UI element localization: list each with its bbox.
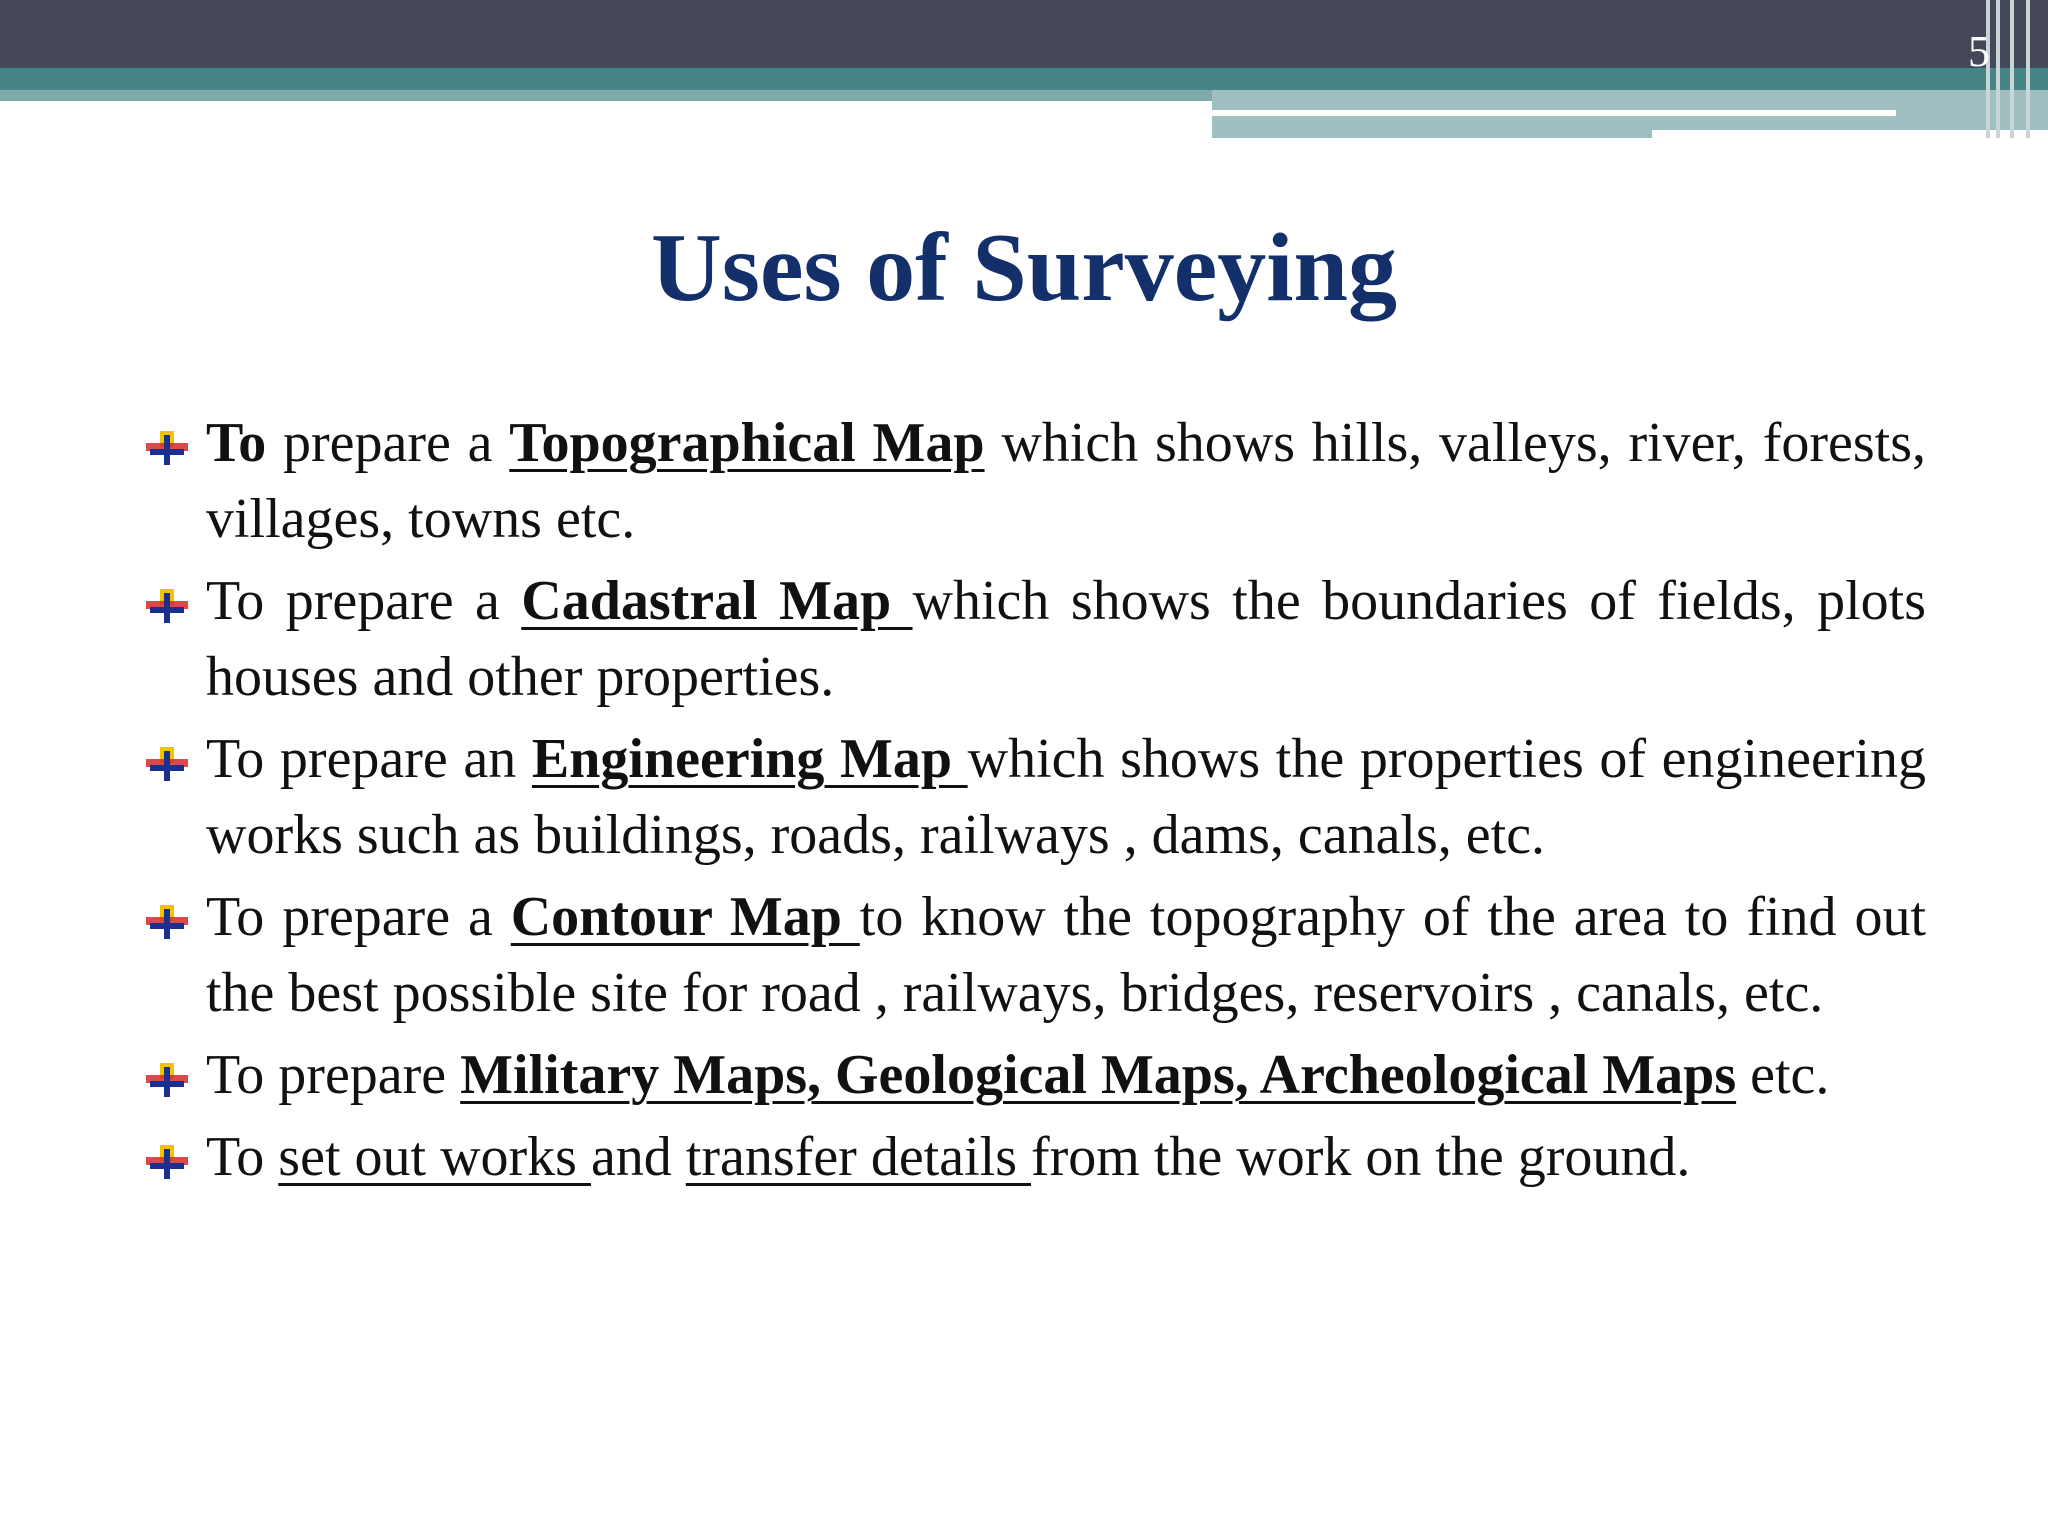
- slide-title: Uses of Surveying: [651, 214, 1397, 322]
- bullet-text: prepare a: [266, 412, 510, 474]
- list-item: [146, 1119, 1926, 1195]
- bullet-text: which shows the boundaries of fields, plots houses and other properties.: [206, 570, 1927, 708]
- bullet-text: from the work on the ground.: [1031, 1126, 1691, 1188]
- bullet-text: To prepare a: [206, 886, 511, 948]
- bullet-text: to know the topography of the area to find out the best possible site for road , railways, bridges, reservoirs , canals, etc.: [206, 886, 1927, 1024]
- header-vertical-bar: [1996, 0, 2000, 138]
- bullet-text: and: [590, 1126, 686, 1188]
- header-strip-line: [1212, 110, 1896, 116]
- bullet-list: [146, 405, 1926, 1201]
- bullet-text: To prepare: [206, 1044, 461, 1106]
- list-item: [146, 563, 1926, 715]
- bullet-marker-icon: [146, 1145, 188, 1179]
- page-number: 5: [1968, 27, 1990, 76]
- bullet-term: set out works: [278, 1126, 591, 1188]
- bullet-term: Cadastral Map: [521, 570, 913, 632]
- bullet-term: Military Maps, Geological Maps, Archeological Maps: [460, 1044, 1737, 1106]
- header-bar-dark: [0, 0, 2048, 68]
- header-vertical-bar: [2026, 0, 2030, 138]
- bullet-text: To prepare a: [206, 570, 522, 632]
- list-item: [146, 1037, 1926, 1113]
- bullet-marker-icon: [146, 905, 188, 939]
- bullet-lead: To: [206, 412, 267, 474]
- bullet-marker-icon: [146, 1063, 188, 1097]
- bullet-text: which shows the properties of engineering works such as buildings, roads, railways , dams, canals, etc.: [206, 728, 1927, 866]
- bullet-text: which shows hills, valleys, river, forests, villages, towns etc.: [206, 412, 1926, 550]
- bullet-text: etc.: [1736, 1044, 1830, 1106]
- bullet-marker-icon: [146, 589, 188, 623]
- header-strip-left: [0, 90, 1212, 101]
- list-item: [146, 405, 1926, 557]
- bullet-term: transfer details: [685, 1126, 1031, 1188]
- bullet-term: Engineering Map: [531, 728, 968, 790]
- bullet-term: Topographical Map: [509, 412, 985, 474]
- bullet-marker-icon: [146, 747, 188, 781]
- bullet-term: Contour Map: [510, 886, 860, 948]
- header-bar-teal: [0, 68, 2048, 90]
- list-item: [146, 721, 1926, 873]
- header-vertical-bar: [2010, 0, 2014, 138]
- bullet-text: To: [206, 1126, 279, 1188]
- bullet-text: To prepare an: [206, 728, 532, 790]
- bullet-marker-icon: [146, 431, 188, 465]
- list-item: [146, 879, 1926, 1031]
